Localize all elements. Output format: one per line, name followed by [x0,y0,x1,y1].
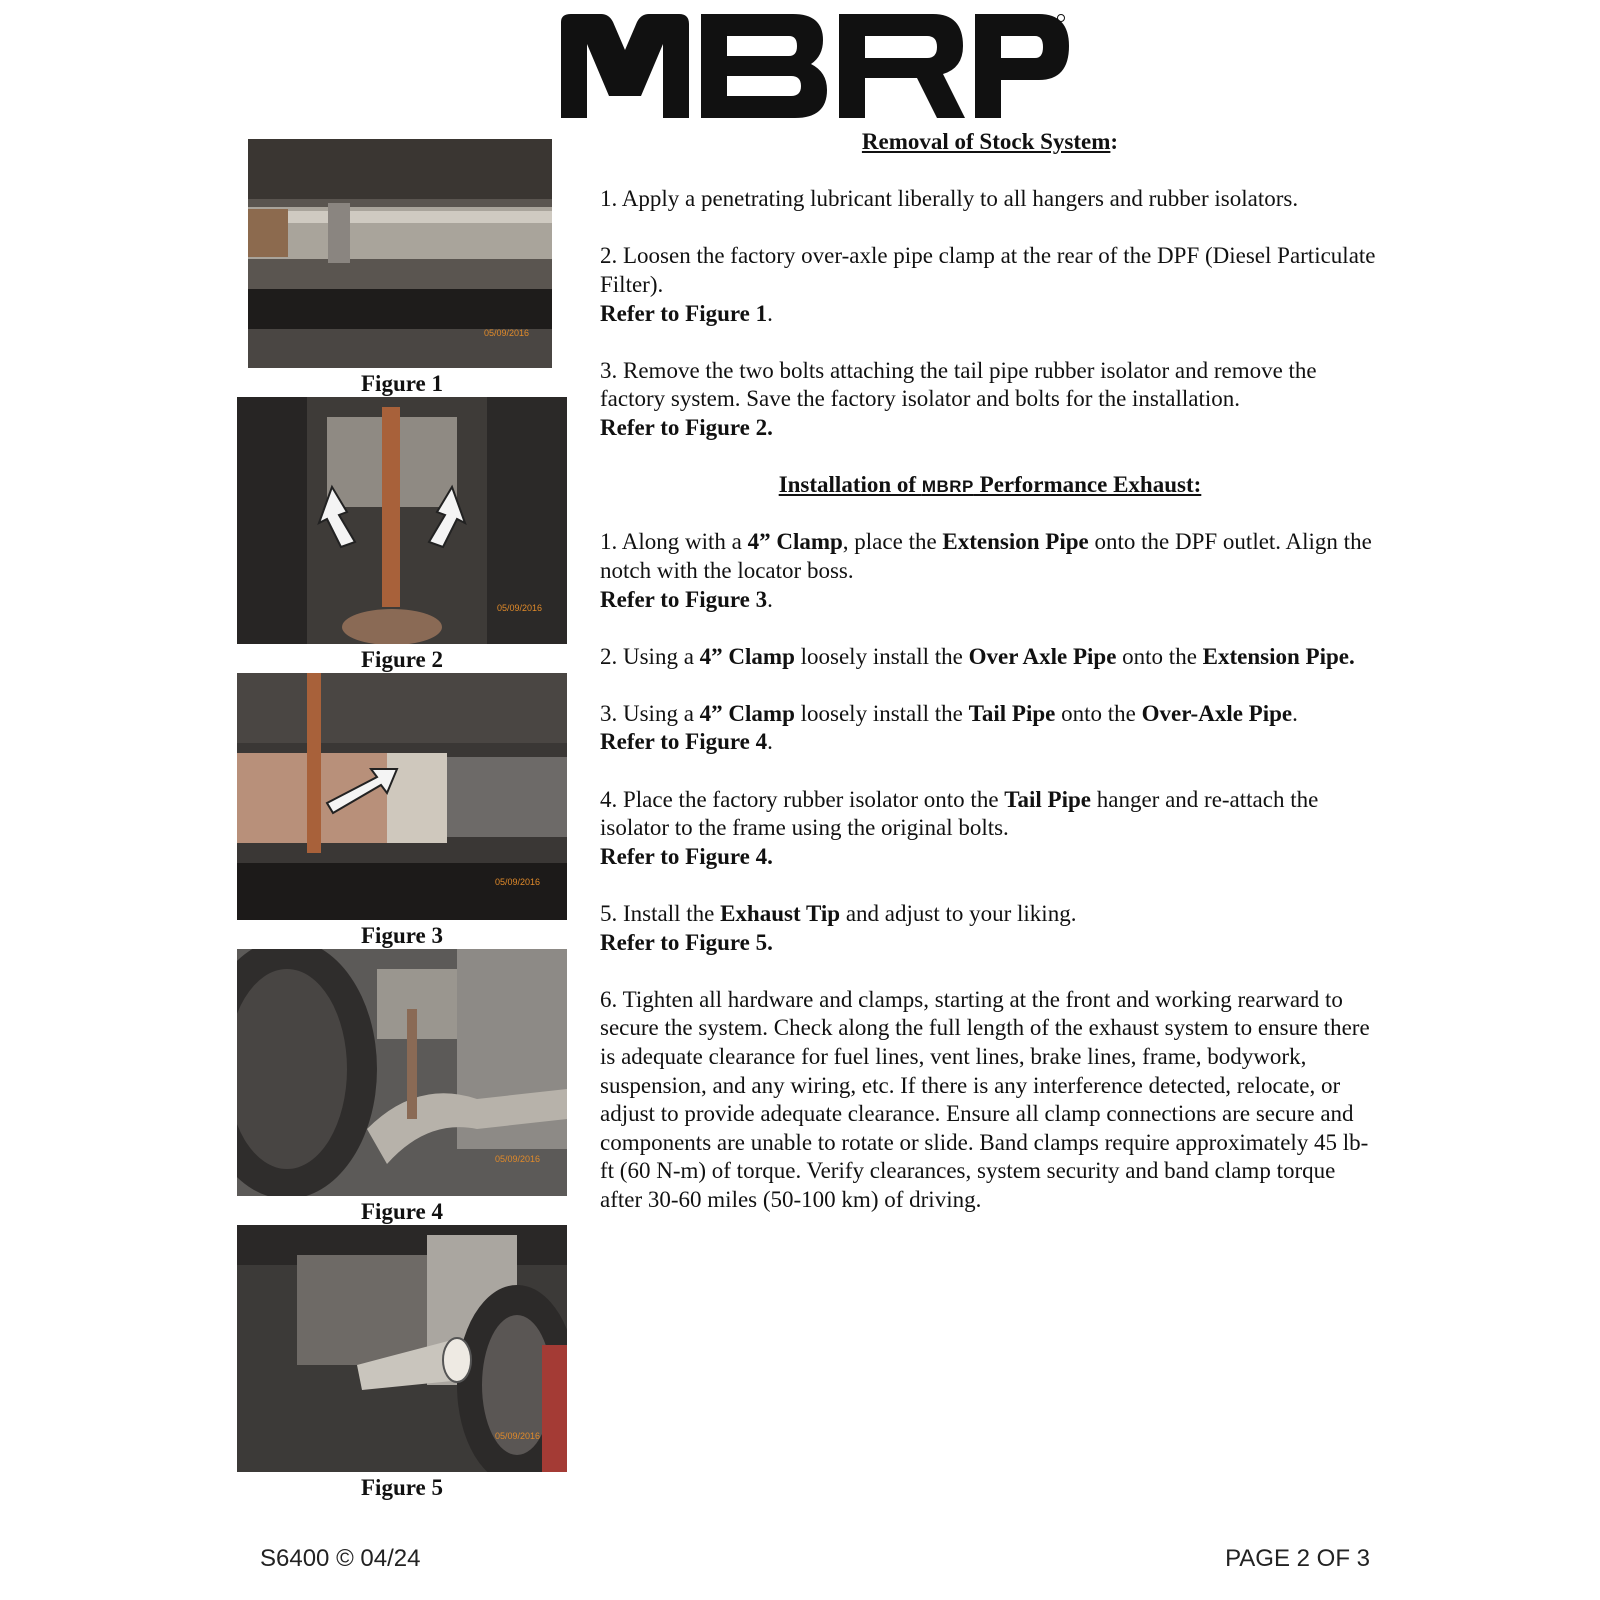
part-name: 4” Clamp [747,529,843,555]
installation-title-post: Performance Exhaust: [973,472,1202,498]
step-text: . [1292,700,1298,726]
install-step-1 [600,528,1380,614]
figure-4-caption: Figure 4 [361,1199,443,1224]
install-step-3 [600,700,1380,757]
figure-reference: Refer to Figure 2. [600,414,773,440]
step-text: 2. Loosen the factory over-axle pipe clamp at the rear of the DPF (Diesel Particulate Filter). [600,243,1376,297]
step-text: 5. Install the [600,901,721,927]
part-name: Tail Pipe [1004,786,1091,812]
removal-step-2 [600,242,1380,328]
removal-title-suffix: : [1110,129,1119,154]
step-text: 3. Using a [600,700,700,726]
step-text: loosely install the [794,643,969,669]
figure-3-photo [237,673,567,920]
brand-logo [561,14,1069,118]
removal-step-3 [600,357,1380,443]
figure-reference: Refer to Figure 5. [600,929,773,955]
step-text: 4. Place the factory rubber isolator onto the [600,786,1005,812]
step-text: , place the [842,529,943,555]
figure-reference: Refer to Figure 1 [600,300,768,326]
figure-3-caption: Figure 3 [361,923,443,948]
part-name: Extension Pipe [942,529,1089,555]
installation-title-pre: Installation of [778,472,922,498]
figure-5-caption: Figure 5 [361,1475,443,1500]
figure-reference: Refer to Figure 4. [600,843,773,869]
figure-5-date: 05/09/2016 [495,1431,541,1441]
step-text: loosely install the [794,700,969,726]
part-name: Tail Pipe [968,700,1056,726]
part-name: 4” Clamp [699,643,795,669]
removal-step-1 [600,185,1380,214]
figure-2-date: 05/09/2016 [497,603,543,613]
installation-heading [600,471,1380,500]
document-code: S6400 © 04/24 [260,1545,421,1572]
part-name: Exhaust Tip [720,901,841,927]
figure-reference: Refer to Figure 4 [600,729,768,755]
step-text: 1. Along with a [600,529,748,555]
step-text: onto the DPF outlet. Align the notch with the locator boss. [600,529,1372,583]
part-name: Over Axle Pipe [968,643,1117,669]
step-text: onto the [1055,700,1142,726]
figure-4-date: 05/09/2016 [495,1154,541,1164]
install-step-6 [600,986,1380,1215]
figure-3-date: 05/09/2016 [495,877,541,887]
figure-1-photo [248,139,552,368]
instructions [600,128,1380,1215]
step-text: hanger and re-attach the isolator to the frame using the original bolts. [600,786,1319,841]
removal-heading [600,128,1380,157]
part-name: 4” Clamp [699,700,795,726]
figure-5-photo [237,1225,567,1472]
figure-1-date: 05/09/2016 [484,328,530,338]
ref-end: . [767,729,773,755]
figure-2-caption: Figure 2 [361,647,443,672]
install-step-2 [600,643,1380,672]
part-name: Extension Pipe. [1202,643,1355,669]
step-text: 2. Using a [600,643,700,669]
installation-title-brand: MBRP [921,477,974,497]
ref-end: . [767,300,773,326]
step-text: onto the [1116,643,1203,669]
removal-title: Removal of Stock System [861,129,1111,154]
step-text: and adjust to your liking. [840,901,1077,927]
step-text: 1. Apply a penetrating lubricant liberally to all hangers and rubber isolators. [600,186,1299,212]
step-text: 6. Tighten all hardware and clamps, starting at the front and working rearward to secure the system. Check along the full length of the exhaust system to ensure there is adequate clearance for fuel lines, vent lines, brake lines, frame, bodywork, suspension, and any wiring, etc. If there is any interference detected, relocate, or adjust to provide adequate clearance. Ensure all clamp connections are secure and components are unable to rotate or slide. Band clamps require approximately 45 lb-ft (60 N-m) of torque. Verify clearances, system security and band clamp torque after 30-60 miles (50-100 km) of driving. [600,986,1370,1212]
part-name: Over-Axle Pipe [1141,700,1293,726]
figure-4-photo [237,949,567,1196]
page-number: PAGE 2 OF 3 [1225,1545,1370,1572]
figure-1-caption: Figure 1 [361,371,443,396]
figure-reference: Refer to Figure 3 [600,586,768,612]
install-step-5 [600,900,1380,957]
ref-end: . [767,586,773,612]
figure-2-photo [237,397,567,644]
step-text: 3. Remove the two bolts attaching the tail pipe rubber isolator and remove the factory system. Save the factory isolator and bolts for the installation. [600,357,1317,412]
install-step-4 [600,786,1380,872]
